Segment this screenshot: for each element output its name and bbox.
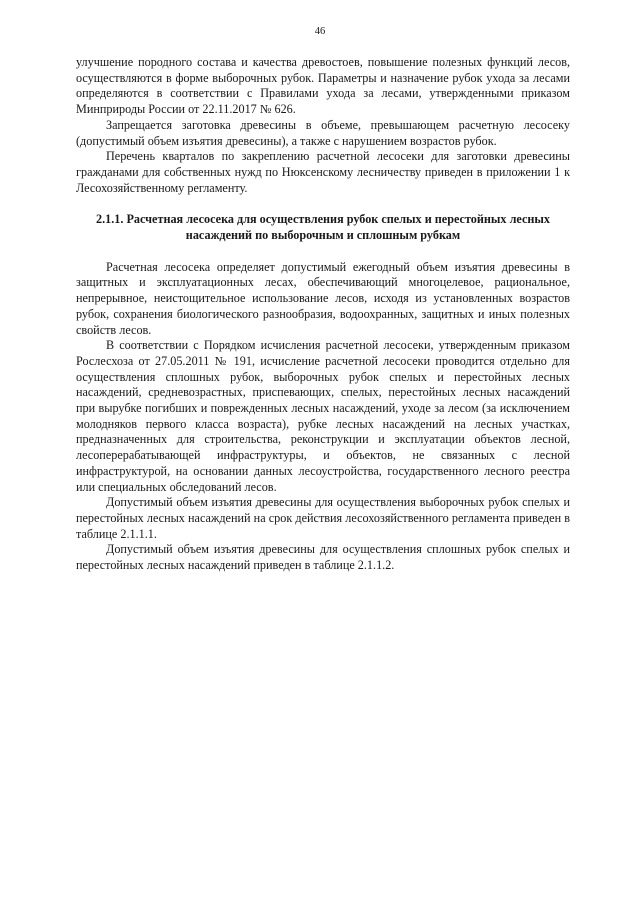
paragraph-selective-table-ref: Допустимый объем изъятия древесины для осуществления выборочных рубок спелых и перестойных лесных насаждений на срок действия лесохозяйственного регламента приведен в таблице 2.1.1.1.: [76, 495, 570, 541]
paragraph-clearcut-table-ref: Допустимый объем изъятия древесины для осуществления сплошных рубок спелых и перестойных лесных насаждений приведен в таблице 2.1.1.2.: [76, 542, 570, 573]
paragraph-calculation-order: В соответствии с Порядком исчисления расчетной лесосеки, утвержденным приказом Рослесхоза от 27.05.2011 № 191, исчисление расчетной лесосеки проводится отдельно для осуществления сплошных рубок, выборочных рубок спелых и перестойных лесных насаждений, средневозрастных, приспевающих, спелых, перестойных лесных насаждений при вырубке погибших и поврежденных лесных насаждений, уходе за лесом (за исключением молодняков первого класса возраста), рубке лесных насаждений на лесных участках, предназначенных для строительства, реконструкции и эксплуатации объектов лесной, лесоперерабатывающей инфраструктуры, и объектов, не связанных с лесной инфраструктурой, на основании данных лесоустройства, государственного лесного реестра или специальных обследований лесов.: [76, 338, 570, 494]
paragraph-prohibition: Запрещается заготовка древесины в объеме, превышающем расчетную лесосеку (допустимый объем изъятия древесины), а также с нарушением возрастов рубок.: [76, 117, 570, 148]
page-number: 46: [314, 26, 326, 37]
document-body: [76, 55, 570, 574]
section-heading: 2.1.1. Расчетная лесосека для осуществления рубок спелых и перестойных лесных насаждений по выборочным и сплошным рубкам: [96, 212, 551, 243]
paragraph-definition: Расчетная лесосека определяет допустимый ежегодный объем изъятия древесины в защитных и эксплуатационных лесах, обеспечивающий многоцелевое, рациональное, непрерывное, неистощительное использование лесов, исходя из установленных возрастов рубок, сохранения биологического разнообразия, водоохранных, защитных и иных полезных свойств лесов.: [76, 259, 570, 337]
paragraph-quarters-list: Перечень кварталов по закреплению расчетной лесосеки для заготовки древесины гражданами для собственных нужд по Нюксенскому лесничеству приведен в приложении 1 к Лесохозяйственному регламенту.: [76, 149, 570, 195]
paragraph-continued: улучшение породного состава и качества древостоев, повышение полезных функций лесов, осуществляются в форме выборочных рубок. Параметры и назначение рубок ухода за лесами определяются в соответствии с Правилами ухода за лесами, утвержденными приказом Минприроды России от 22.11.2017 № 626.: [76, 55, 570, 117]
